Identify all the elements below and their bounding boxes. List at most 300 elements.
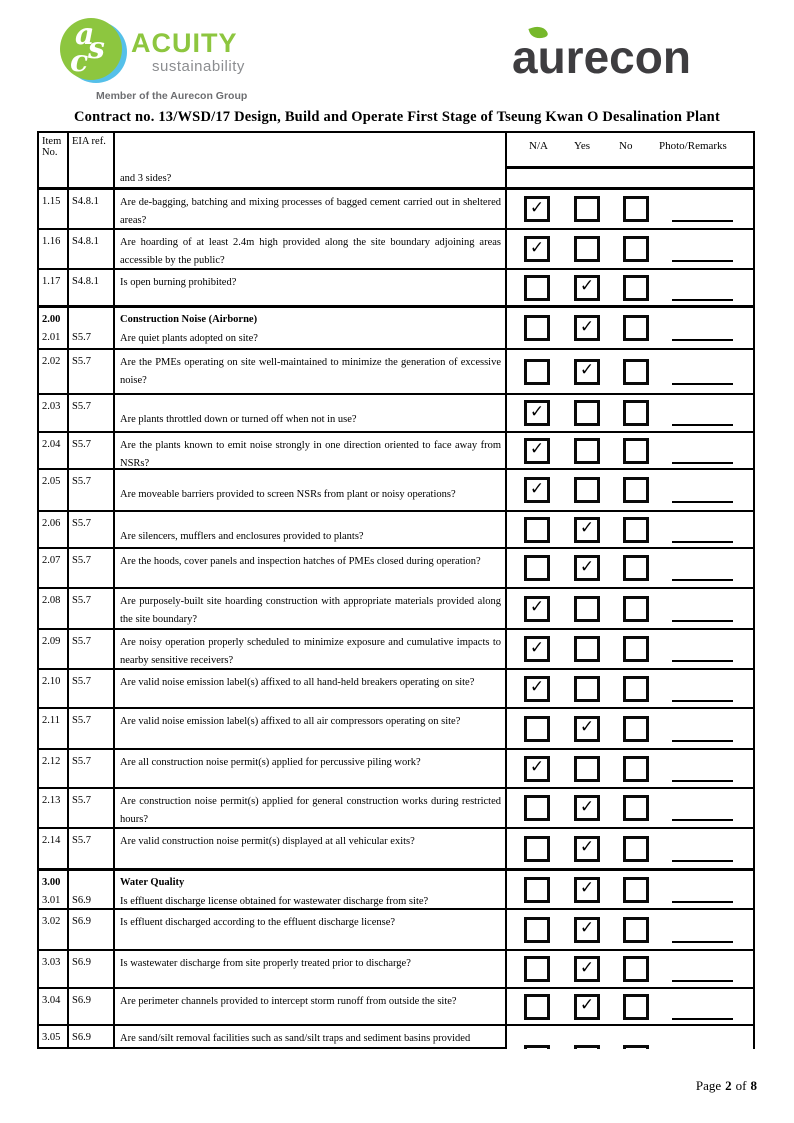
item-no-cell [39,190,69,228]
na-checkbox[interactable] [524,596,550,622]
table-row [39,630,753,670]
checklist-table [37,131,755,1049]
item-no-header: Item No. [39,133,69,187]
item-no: 2.04 [42,439,61,450]
table-row [39,589,753,630]
page-total: 8 [750,1078,757,1093]
item-no-cell [39,350,69,393]
table-row [39,433,753,470]
yes-checkbox[interactable] [574,636,600,662]
eia-ref-header: EIA ref. [69,133,115,187]
no-checkbox[interactable] [623,477,649,503]
eia-ref: S5.7 [72,332,91,343]
eia-ref-cell [69,549,115,587]
eia-ref: S5.7 [72,636,91,647]
eia-ref: S5.7 [72,756,91,767]
answer-cell [507,190,753,228]
yes-checkbox[interactable] [574,716,600,742]
answer-cell [507,670,753,707]
question-cell [115,670,507,707]
item-no-cell [39,989,69,1024]
table-row [39,395,753,433]
item-no-cell [39,750,69,787]
question-cell [115,549,507,587]
na-checkbox[interactable] [524,956,550,982]
eia-ref: S4.8.1 [72,236,99,247]
item-no-cell [39,308,69,348]
eia-ref-cell [69,308,115,348]
question-text: Are plants throttled down or turned off when not in use? [120,414,357,425]
remarks-line[interactable] [672,660,733,662]
table-body [39,190,753,1049]
answer-cell [507,230,753,268]
question-text: Are quiet plants adopted on site? [120,333,258,344]
question-cell [115,270,507,305]
acuity-wordmark: ACUITY [131,28,238,58]
acuity-logo [60,16,280,108]
no-checkbox[interactable] [623,315,649,341]
eia-ref-cell [69,989,115,1024]
remarks-line[interactable] [672,941,733,943]
na-checkbox[interactable] [524,275,550,301]
item-no-cell [39,549,69,587]
item-no-cell [39,789,69,827]
item-no: 3.05 [42,1032,61,1043]
eia-ref: S5.7 [72,555,91,566]
no-checkbox[interactable] [623,359,649,385]
monogram-letter-s: s [88,31,105,66]
table-row [39,870,753,910]
table-row [39,750,753,789]
yes-checkbox[interactable] [574,836,600,862]
item-no: 2.13 [42,795,61,806]
na-checkbox[interactable] [524,917,550,943]
yes-checkbox[interactable] [574,400,600,426]
remarks-line[interactable] [672,980,733,982]
yes-checkbox[interactable] [574,994,600,1020]
na-checkbox[interactable] [524,517,550,543]
checkmark-icon: ✓ [529,439,545,459]
no-checkbox[interactable] [623,1045,649,1049]
question-text: Are purposely-built site hoarding construction with appropriate materials provided along the site boundary? [120,596,501,625]
remarks-line[interactable] [672,462,733,464]
na-checkbox[interactable] [524,438,550,464]
na-checkbox[interactable] [524,555,550,581]
question-cell [115,190,507,228]
remarks-line[interactable] [672,339,733,341]
remarks-line[interactable] [672,1018,733,1020]
acuity-tagline: sustainability [152,58,245,75]
na-checkbox[interactable] [524,236,550,262]
page-footer [696,1078,757,1094]
question-text: Are sand/silt removal facilities such as sand/silt traps and sediment basins provided [120,1033,471,1044]
answer-cell [507,789,753,827]
acuity-monogram-icon [60,18,128,84]
eia-ref-cell [69,433,115,468]
yes-checkbox[interactable] [574,596,600,622]
answer-cell [507,433,753,468]
eia-ref: S5.7 [72,676,91,687]
item-no: 3.02 [42,916,61,927]
question-text: Are the PMEs operating on site well-maintained to minimize the generation of excessive noise? [120,357,501,386]
eia-ref: S6.9 [72,995,91,1006]
eia-ref-cell [69,230,115,268]
yes-checkbox[interactable] [574,877,600,903]
question-cell [115,350,507,393]
item-no: 2.12 [42,756,61,767]
answer-cell [507,470,753,510]
item-no: 3.04 [42,995,61,1006]
checkmark-icon: ✓ [529,478,545,499]
question-text: Is effluent discharge license obtained for wastewater discharge from site? [120,896,429,907]
yes-checkbox[interactable] [574,359,600,385]
checkmark-icon: ✓ [579,995,595,1015]
eia-ref: S5.7 [72,356,91,367]
no-checkbox[interactable] [623,196,649,222]
table-row [39,1026,753,1049]
table-row [39,709,753,750]
no-checkbox[interactable] [623,877,649,903]
question-cell [115,750,507,787]
item-no-cell [39,470,69,510]
yes-checkbox[interactable] [574,438,600,464]
table-row [39,307,753,350]
no-checkbox[interactable] [623,676,649,702]
checkmark-icon: ✓ [529,677,545,697]
contract-title: Contract no. 13/WSD/17 Design, Build and Operate First Stage of Tseung Kwan O Desalination Plant [74,109,720,125]
remarks-line[interactable] [672,541,733,543]
eia-ref: S5.7 [72,715,91,726]
eia-ref-cell [69,395,115,431]
question-cell [115,395,507,431]
item-no: 1.17 [42,276,61,287]
answer-cell [507,512,753,547]
question-text: Are silencers, mufflers and enclosures provided to plants? [120,531,364,542]
no-checkbox[interactable] [623,836,649,862]
yes-checkbox[interactable] [574,917,600,943]
remarks-line[interactable] [672,901,733,903]
checkmark-icon: ✓ [529,401,545,422]
yes-checkbox[interactable] [574,477,600,503]
question-cell [115,910,507,949]
item-no: 2.05 [42,476,61,487]
question-cell [115,789,507,827]
remarks-line[interactable] [672,299,733,301]
yes-checkbox[interactable] [574,275,600,301]
item-no: 3.03 [42,957,61,968]
item-no: 2.09 [42,636,61,647]
remarks-line[interactable] [672,780,733,782]
yes-checkbox[interactable] [574,756,600,782]
na-checkbox[interactable] [524,756,550,782]
question-text: Is wastewater discharge from site properly treated prior to discharge? [120,958,411,969]
question-cell [115,1026,507,1049]
na-checkbox[interactable] [524,196,550,222]
no-checkbox[interactable] [623,636,649,662]
eia-ref-cell [69,470,115,510]
table-row [39,670,753,709]
remarks-line[interactable] [672,740,733,742]
eia-ref: S5.7 [72,401,91,412]
remarks-line[interactable] [672,579,733,581]
item-no-cell [39,829,69,868]
section-item-no: 2.00 [42,314,61,325]
answer-cell [507,829,753,868]
carryover-question-text: and 3 sides? [120,173,172,184]
question-cell [115,951,507,987]
question-text: Is effluent discharged according to the effluent discharge license? [120,917,396,928]
page-word: Page [695,1078,722,1093]
item-no: 2.02 [42,356,61,367]
item-no-cell [39,589,69,628]
na-checkbox[interactable] [524,877,550,903]
na-checkbox[interactable] [524,836,550,862]
eia-ref-cell [69,350,115,393]
question-text: Are the plants known to emit noise strongly in one direction oriented to face away from NSRs? [120,440,501,469]
checkmark-icon: ✓ [579,316,595,337]
table-row [39,829,753,870]
question-cell [115,308,507,348]
of-word: of [735,1078,747,1093]
yes-checkbox[interactable] [574,315,600,341]
no-checkbox[interactable] [623,517,649,543]
item-no: 2.01 [42,332,61,343]
item-no-cell [39,433,69,468]
checkmark-icon: ✓ [579,878,595,898]
no-checkbox[interactable] [623,555,649,581]
table-header-row [39,133,753,190]
item-no-cell [39,230,69,268]
question-cell [115,989,507,1024]
table-row [39,350,753,395]
answer-cell [507,350,753,393]
eia-ref: S5.7 [72,595,91,606]
table-row [39,549,753,589]
question-cell [115,709,507,748]
item-no-cell [39,512,69,547]
item-no-cell [39,910,69,949]
table-row [39,910,753,951]
no-checkbox[interactable] [623,400,649,426]
answer-cell [507,308,753,348]
table-row [39,789,753,829]
yes-checkbox[interactable] [574,956,600,982]
table-row [39,512,753,549]
question-text: Are all construction noise permit(s) applied for percussive piling work? [120,757,421,768]
item-no-cell [39,951,69,987]
remarks-line[interactable] [672,424,733,426]
no-checkbox[interactable] [623,716,649,742]
question-text: Are construction noise permit(s) applied for general construction works during restricted hours? [120,796,501,825]
yes-checkbox[interactable] [574,517,600,543]
yes-checkbox[interactable] [574,795,600,821]
question-cell [115,829,507,868]
question-text: Are hoarding of at least 2.4m high provided along the site boundary adjoining areas accessible by the public? [120,237,501,266]
answer-cell [507,989,753,1024]
section-item-no: 3.00 [42,877,61,888]
item-no: 3.01 [42,895,61,906]
answer-cell [507,750,753,787]
na-checkbox[interactable] [524,359,550,385]
answer-cell [507,395,753,431]
checkmark-icon: ✓ [579,556,595,577]
answer-cell [507,951,753,987]
item-no: 2.14 [42,835,61,846]
na-checkbox[interactable] [524,477,550,503]
section-title: Construction Noise (Airborne) [120,314,258,325]
question-cell [115,512,507,547]
no-checkbox[interactable] [623,917,649,943]
page-number: 2 [725,1078,732,1093]
item-no: 2.06 [42,518,61,529]
remarks-line[interactable] [672,260,733,262]
monogram-letter-c: c [70,44,89,79]
checkmark-icon: ✓ [579,276,595,296]
yes-header: Yes [574,140,591,152]
no-checkbox[interactable] [623,438,649,464]
question-text: Are valid noise emission label(s) affixed to all air compressors operating on site? [120,716,461,727]
answer-cell [507,589,753,628]
eia-ref: S5.7 [72,795,91,806]
section-title: Water Quality [120,877,185,888]
yes-checkbox[interactable] [574,236,600,262]
remarks-line[interactable] [672,383,733,385]
eia-ref: S4.8.1 [72,276,99,287]
checkmark-icon: ✓ [579,918,595,938]
remarks-line[interactable] [672,620,733,622]
item-no-cell [39,395,69,431]
item-no-cell [39,670,69,707]
question-text: Are moveable barriers provided to screen NSRs from plant or noisy operations? [120,489,456,500]
answer-cell [507,709,753,748]
na-checkbox[interactable] [524,994,550,1020]
question-header-cell [115,133,507,187]
yes-checkbox[interactable] [574,555,600,581]
question-text: Is open burning prohibited? [120,277,237,288]
yes-checkbox[interactable] [574,196,600,222]
no-checkbox[interactable] [623,956,649,982]
item-no-cell [39,709,69,748]
checkmark-icon: ✓ [529,237,545,258]
checkmark-icon: ✓ [529,757,545,777]
no-checkbox[interactable] [623,596,649,622]
eia-ref-cell [69,789,115,827]
table-row [39,190,753,230]
eia-ref-cell [69,829,115,868]
no-checkbox[interactable] [623,795,649,821]
question-text: Are noisy operation properly scheduled to minimize exposure and cumulative impacts to nearby sensitive receivers? [120,637,501,666]
na-checkbox[interactable] [524,315,550,341]
item-no: 2.10 [42,676,61,687]
no-checkbox[interactable] [623,994,649,1020]
checkmark-icon: ✓ [529,197,545,218]
checkmark-icon: ✓ [529,637,545,658]
eia-ref: S6.9 [72,916,91,927]
no-checkbox[interactable] [623,236,649,262]
question-cell [115,433,507,468]
item-no: 2.08 [42,595,61,606]
eia-ref-cell [69,871,115,908]
yes-checkbox[interactable] [574,1045,600,1049]
question-text: Are valid construction noise permit(s) displayed at all vehicular exits? [120,836,415,847]
checkmark-icon: ✓ [579,717,595,737]
aurecon-wordmark: aurecon [512,31,691,83]
checkmark-icon: ✓ [579,796,595,817]
question-cell [115,230,507,268]
remarks-line[interactable] [672,860,733,862]
no-checkbox[interactable] [623,275,649,301]
eia-ref: S6.9 [72,957,91,968]
item-no: 1.15 [42,196,61,207]
answer-option-headers [507,133,753,169]
eia-ref: S5.7 [72,439,91,450]
item-no-cell [39,871,69,908]
eia-ref: S6.9 [72,1032,91,1043]
eia-ref-cell [69,630,115,668]
eia-ref-cell [69,951,115,987]
checkmark-icon: ✓ [579,360,595,380]
monogram-letter-a: a [75,17,95,52]
table-row [39,470,753,512]
table-row [39,230,753,270]
item-no: 2.07 [42,555,61,566]
acuity-member-line: Member of the Aurecon Group [96,90,248,102]
eia-ref: S5.7 [72,835,91,846]
na-checkbox[interactable] [524,795,550,821]
na-checkbox[interactable] [524,636,550,662]
eia-ref-cell [69,910,115,949]
question-cell [115,589,507,628]
eia-ref-cell [69,709,115,748]
item-no-cell [39,270,69,305]
eia-ref: S4.8.1 [72,196,99,207]
eia-ref-cell [69,512,115,547]
table-row [39,989,753,1026]
no-checkbox[interactable] [623,756,649,782]
na-checkbox[interactable] [524,1045,550,1049]
eia-ref-cell [69,589,115,628]
no-header: No [619,140,633,152]
eia-ref-cell [69,1026,115,1049]
remarks-line[interactable] [672,220,733,222]
remarks-line[interactable] [672,700,733,702]
item-no: 2.03 [42,401,61,412]
checkmark-icon: ✓ [529,597,545,617]
eia-ref-cell [69,270,115,305]
eia-ref: S5.7 [72,476,91,487]
na-checkbox[interactable] [524,676,550,702]
checkmark-icon: ✓ [579,957,595,978]
item-no: 1.16 [42,236,61,247]
remarks-line[interactable] [672,819,733,821]
answer-cell [507,910,753,949]
question-text: Are the hoods, cover panels and inspection hatches of PMEs closed during operation? [120,556,481,567]
yes-checkbox[interactable] [574,676,600,702]
question-text: Are de-bagging, batching and mixing processes of bagged cement carried out in sheltered areas? [120,197,501,226]
eia-ref: S5.7 [72,518,91,529]
checkmark-icon: ✓ [579,518,595,538]
table-row [39,270,753,307]
na-checkbox[interactable] [524,400,550,426]
answer-cell [507,549,753,587]
question-cell [115,871,507,908]
answer-cell [507,1026,753,1049]
item-no-cell [39,630,69,668]
question-cell [115,630,507,668]
photo-remarks-header: Photo/Remarks [659,140,727,152]
remarks-line[interactable] [672,501,733,503]
na-checkbox[interactable] [524,716,550,742]
